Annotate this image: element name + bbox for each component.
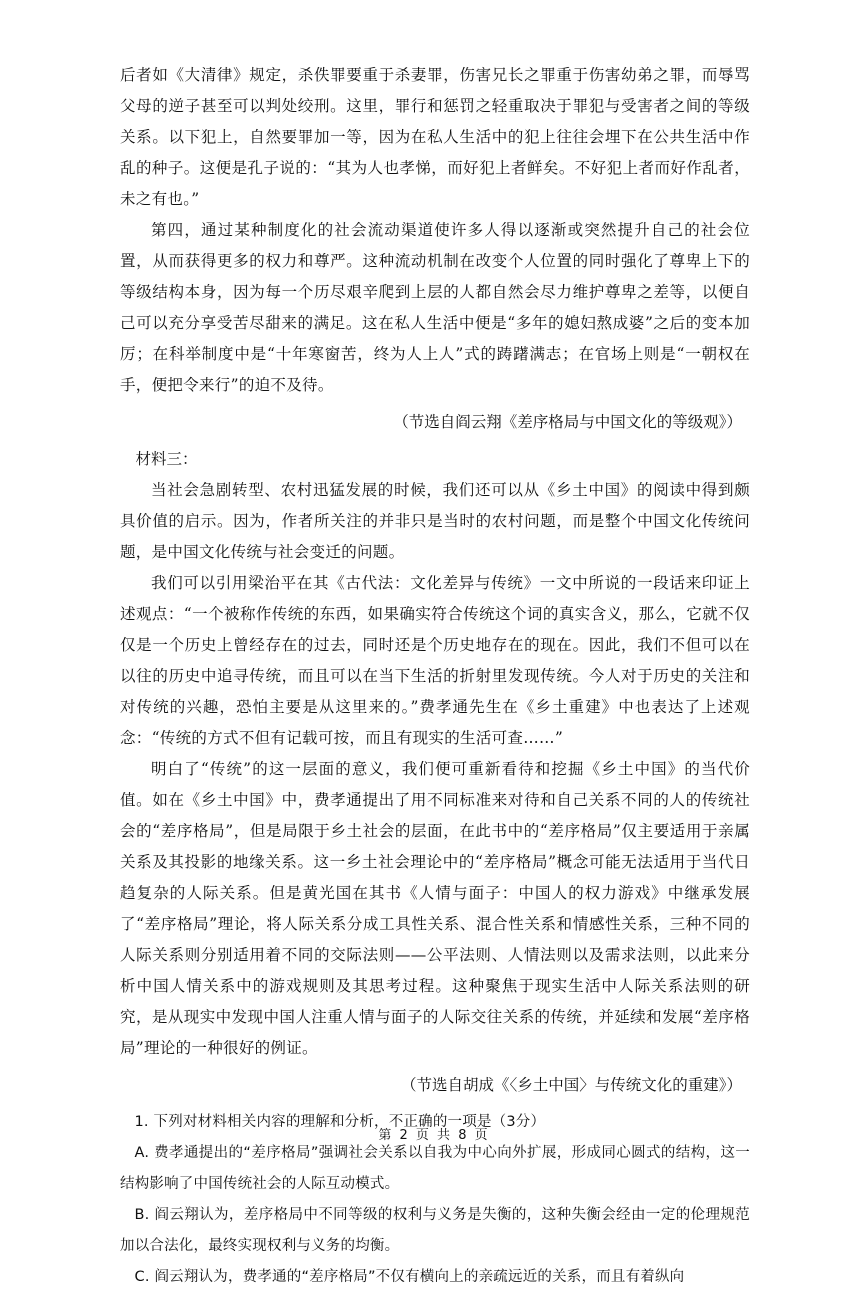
material3-paragraph-1: 当社会急剧转型、农村迅猛发展的时候，我们还可以从《乡土中国》的阅读中得到颇具价值的启示。因为，作者所关注的并非只是当时的农村问题，而是整个中国文化传统问题，是中国文化传统与社会变迁的问题。 <box>120 481 750 561</box>
question-option-c: C. 阎云翔认为，费孝通的“差序格局”不仅有横向上的亲疏远近的关系，而且有着纵向 <box>134 1269 685 1285</box>
page-body <box>120 60 750 1293</box>
material3-source: （节选自胡成《〈乡土中国〉与传统文化的重建》） <box>400 1076 742 1094</box>
material2-source: （节选自阎云翔《差序格局与中国文化的等级观》） <box>393 413 742 431</box>
material3-paragraph-3: 明白了“传统”的这一层面的意义，我们便可重新看待和挖掘《乡土中国》的当代价值。如在《乡土中国》中，费孝通提出了用不同标准来对待和自己关系不同的人的传统社会的“差序格局”，但是局限于乡土社会的层面，在此书中的“差序格局”仅主要适用于亲属关系及其投影的地缘关系。这一乡土社会理论中的“差序格局”概念可能无法适用于当代日趋复杂的人际关系。但是黄光国在其书《人情与面子：中国人的权力游戏》中继承发展了“差序格局”理论，将人际关系分成工具性关系、混合性关系和情感性关系，三种不同的人际关系则分别适用着不同的交际法则——公平法则、人情法则以及需求法则，以此来分析中国人情关系中的游戏规则及其思考过程。这种聚焦于现实生活中人际关系法则的研究，是从现实中发现中国人注重人情与面子的人际交往关系的传统，并延续和发展“差序格局”理论的一种很好的例证。 <box>120 760 750 1057</box>
material3-heading: 材料三： <box>135 450 198 468</box>
material2-paragraph-2: 第四，通过某种制度化的社会流动渠道使许多人得以逐渐或突然提升自己的社会位置，从而获得更多的权力和尊严。这种流动机制在改变个人位置的同时强化了尊卑上下的等级结构本身，因为每一个历尽艰辛爬到上层的人都自然会尽力维护尊卑之差等，以便自己可以充分享受苦尽甜来的满足。这在私人生活中便是“多年的媳妇熬成婆”之后的变本加厉；在科举制度中是“十年寒窗苦，终为人上人”式的踌躇满志；在官场上则是“一朝权在手，便把令来行”的迫不及待。 <box>120 221 750 394</box>
material3-paragraph-2: 我们可以引用梁治平在其《古代法：文化差异与传统》一文中所说的一段话来印证上述观点：“一个被称作传统的东西，如果确实符合传统这个词的真实含义，那么，它就不仅仅是一个历史上曾经存在的过去，同时还是个历史地存在的现在。因此，我们不但可以在以往的历史中追寻传统，而且可以在当下生活的折射里发现传统。今人对于历史的关注和对传统的兴趣，恐怕主要是从这里来的。”费孝通先生在《乡土重建》中也表达了上述观念：“传统的方式不但有记载可按，而且有现实的生活可查……” <box>120 574 750 747</box>
question-stem: 1. 下列对材料相关内容的理解和分析，不正确的一项是（3分） <box>134 1114 546 1130</box>
question-option-b: B. 阎云翔认为，差序格局中不同等级的权利与义务是失衡的，这种失衡会经由一定的伦理规范加以合法化，最终实现权利与义务的均衡。 <box>120 1207 750 1254</box>
question-option-a: A. 费孝通提出的“差序格局”强调社会关系以自我为中心向外扩展，形成同心圆式的结构，这一结构影响了中国传统社会的人际互动模式。 <box>120 1145 750 1192</box>
material2-paragraph-1: 后者如《大清律》规定，杀佚罪要重于杀妻罪，伤害兄长之罪重于伤害幼弟之罪，而辱骂父母的逆子甚至可以判处绞刑。这里，罪行和惩罚之轻重取决于罪犯与受害者之间的等级关系。以下犯上，自然要罪加一等，因为在私人生活中的犯上往往会埋下在公共生活中作乱的种子。这便是孔子说的：“其为人也孝悌，而好犯上者鲜矣。不好犯上者而好作乱者，未之有也。” <box>120 66 750 208</box>
page-number-footer: 第 2 页 共 8 页 <box>378 1128 490 1143</box>
